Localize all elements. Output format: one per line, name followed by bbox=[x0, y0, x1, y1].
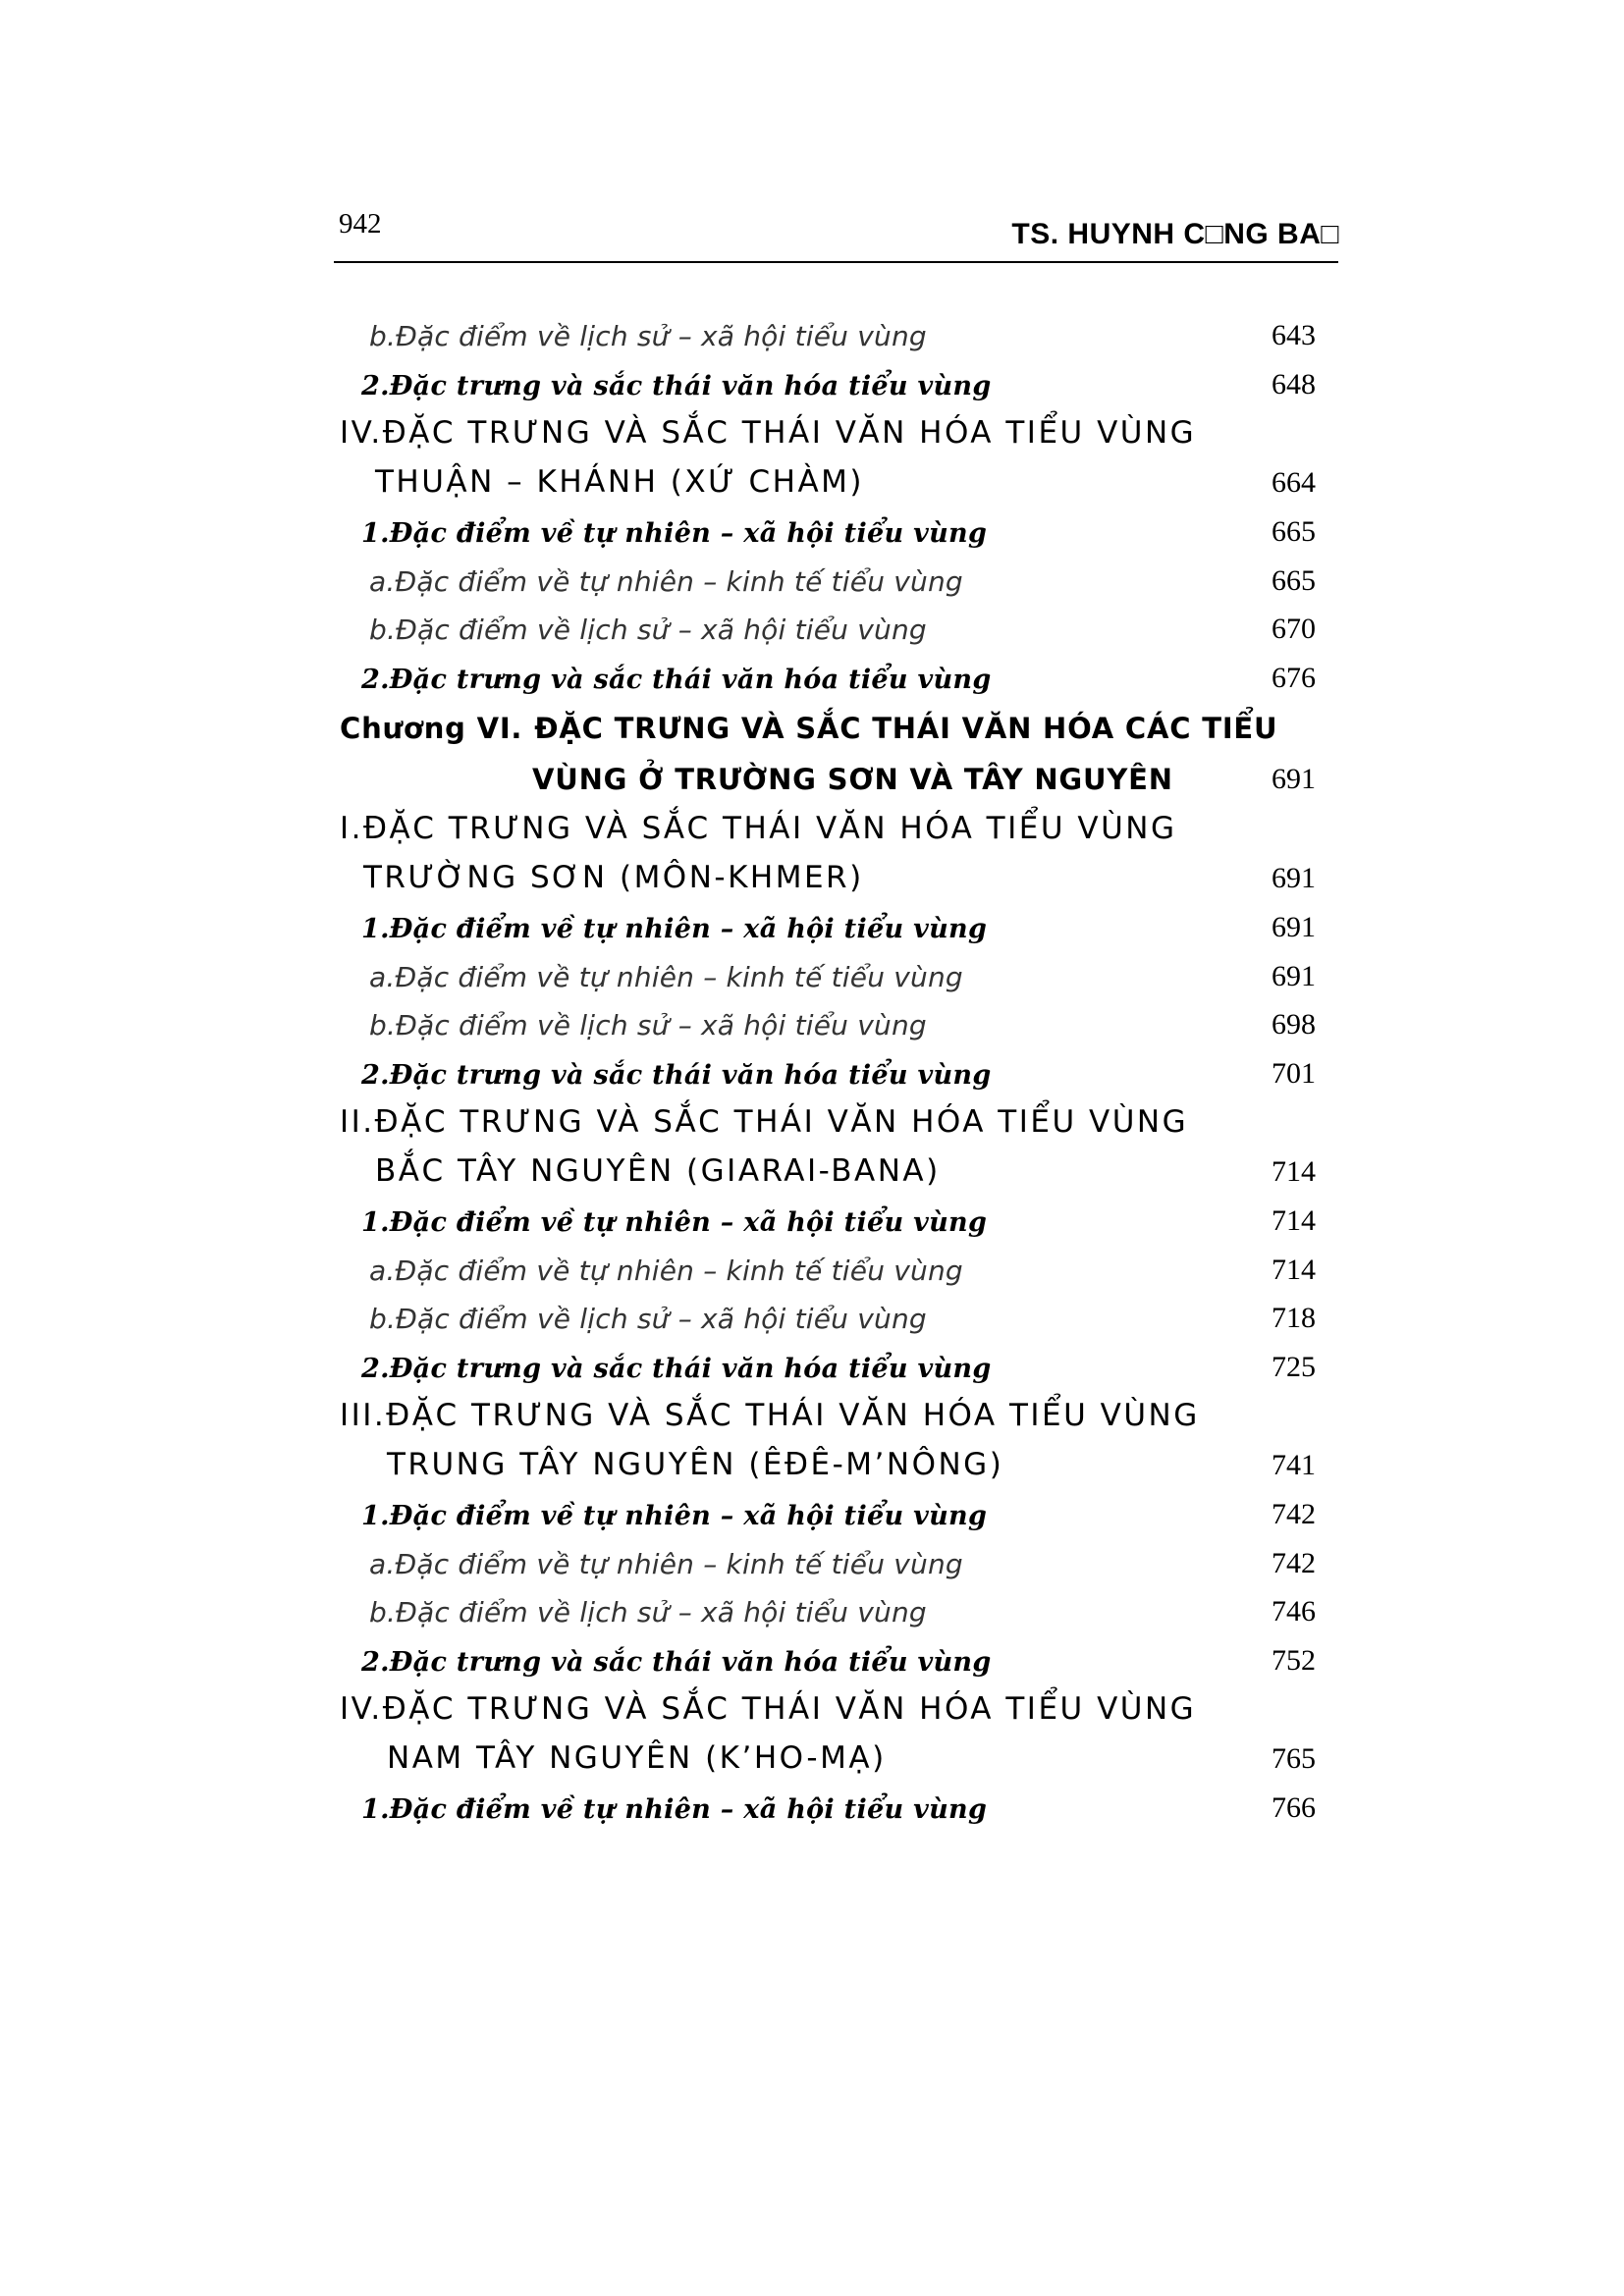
toc-entry-title: b.Đặc điểm về lịch sử – xã hội tiểu vùng bbox=[369, 320, 927, 352]
toc-section-heading-continued bbox=[334, 1439, 1316, 1488]
chapter-title: ĐẶC TRƯNG VÀ SẮC THÁI VĂN HÓA CÁC TIỂU bbox=[534, 712, 1278, 745]
chapter-prefix: Chương VI. bbox=[340, 712, 523, 745]
toc-entry bbox=[334, 901, 1316, 950]
toc-entry-title: a.Đặc điểm về tự nhiên – kinh tế tiểu vùng bbox=[369, 961, 963, 993]
toc-entry-title: 2.Đặc trưng và sắc thái văn hóa tiểu vùng bbox=[361, 1060, 992, 1091]
toc-entry bbox=[334, 1537, 1316, 1586]
toc-entry-page: 718 bbox=[1272, 1302, 1316, 1334]
toc-entry-page: 691 bbox=[1272, 763, 1316, 795]
toc-entry-page: 741 bbox=[1272, 1449, 1316, 1481]
toc-entry-page: 701 bbox=[1272, 1057, 1316, 1090]
toc-entry bbox=[334, 555, 1316, 604]
toc-entry-title: b.Đặc điểm về lịch sử – xã hội tiểu vùng bbox=[369, 614, 927, 646]
toc-entry-title: IV.ĐẶC TRƯNG VÀ SẮC THÁI VĂN HÓA TIỂU VÙNG bbox=[340, 415, 1197, 451]
toc-entry bbox=[334, 358, 1316, 407]
toc-chapter-heading-continued bbox=[334, 753, 1316, 802]
toc-entry-title: a.Đặc điểm về tự nhiên – kinh tế tiểu vùng bbox=[369, 1548, 963, 1580]
toc-entry-page: 766 bbox=[1272, 1791, 1316, 1824]
toc-entry-page: 725 bbox=[1272, 1351, 1316, 1383]
toc-entry-page: 670 bbox=[1272, 613, 1316, 645]
toc-entry-page: 691 bbox=[1272, 911, 1316, 943]
toc-entry bbox=[334, 652, 1316, 701]
toc-entry-page: 664 bbox=[1272, 466, 1316, 499]
toc-entry-page: 714 bbox=[1272, 1204, 1316, 1237]
toc-entry-title bbox=[340, 712, 1277, 745]
toc-entry-title: 2.Đặc trưng và sắc thái văn hóa tiểu vùng bbox=[361, 665, 992, 695]
toc-entry-title: 1.Đặc điểm về tự nhiên – xã hội tiểu vùng bbox=[361, 1794, 988, 1825]
toc-entry-page: 665 bbox=[1272, 564, 1316, 597]
toc-entry-title: TRƯỜNG SƠN (MÔN-KHMER) bbox=[363, 860, 864, 895]
toc-entry-page: 691 bbox=[1272, 862, 1316, 894]
toc-entry bbox=[334, 309, 1316, 358]
toc-entry-title: a.Đặc điểm về tự nhiên – kinh tế tiểu vùng bbox=[369, 565, 963, 598]
toc-entry-title: THUẬN – KHÁNH (XỨ CHÀM) bbox=[375, 464, 865, 500]
toc-entry bbox=[334, 1585, 1316, 1634]
toc-entry bbox=[334, 1488, 1316, 1537]
toc-entry-title: II.ĐẶC TRƯNG VÀ SẮC THÁI VĂN HÓA TIỂU VÙNG bbox=[340, 1104, 1189, 1140]
toc-entry bbox=[334, 998, 1316, 1047]
toc-entry-page: 648 bbox=[1272, 368, 1316, 400]
toc-entry-title: b.Đặc điểm về lịch sử – xã hội tiểu vùng bbox=[369, 1009, 927, 1041]
toc-entry-title: 2.Đặc trưng và sắc thái văn hóa tiểu vùng bbox=[361, 1647, 992, 1678]
toc-entry-title: 1.Đặc điểm về tự nhiên – xã hội tiểu vùng bbox=[361, 1501, 988, 1531]
toc-entry bbox=[334, 1195, 1316, 1244]
toc-entry-title: b.Đặc điểm về lịch sử – xã hội tiểu vùng bbox=[369, 1303, 927, 1335]
toc-entry bbox=[334, 1634, 1316, 1683]
toc-entry-title: a.Đặc điểm về tự nhiên – kinh tế tiểu vùng bbox=[369, 1255, 963, 1287]
toc-entry-title: 1.Đặc điểm về tự nhiên – xã hội tiểu vùng bbox=[361, 1207, 988, 1238]
toc-entry-title: b.Đặc điểm về lịch sử – xã hội tiểu vùng bbox=[369, 1596, 927, 1629]
toc-section-heading-continued bbox=[334, 456, 1316, 506]
toc-entry bbox=[334, 603, 1316, 652]
toc-entry-page: 746 bbox=[1272, 1595, 1316, 1628]
toc-entry bbox=[334, 1047, 1316, 1096]
toc-entry bbox=[334, 950, 1316, 999]
table-of-contents bbox=[334, 0, 1316, 2296]
toc-entry-page: 714 bbox=[1272, 1155, 1316, 1188]
running-head: TS. HUYNH C□NG BA□ bbox=[1011, 218, 1339, 250]
toc-entry-title: BẮC TÂY NGUYÊN (GIARAI-BANA) bbox=[375, 1153, 941, 1189]
toc-entry-page: 698 bbox=[1272, 1008, 1316, 1041]
toc-section-heading-continued bbox=[334, 1733, 1316, 1782]
toc-entry bbox=[334, 1782, 1316, 1831]
toc-section-heading bbox=[334, 803, 1316, 852]
toc-entry-page: 742 bbox=[1272, 1498, 1316, 1530]
toc-entry-page: 676 bbox=[1272, 662, 1316, 694]
toc-chapter-heading bbox=[334, 702, 1316, 751]
toc-section-heading bbox=[334, 1096, 1316, 1146]
toc-entry-page: 765 bbox=[1272, 1742, 1316, 1775]
toc-entry bbox=[334, 1292, 1316, 1341]
toc-entry-page: 665 bbox=[1272, 515, 1316, 548]
toc-section-heading bbox=[334, 407, 1316, 456]
toc-section-heading bbox=[334, 1683, 1316, 1733]
toc-entry-title: 1.Đặc điểm về tự nhiên – xã hội tiểu vùng bbox=[361, 914, 988, 944]
toc-entry-title: 1.Đặc điểm về tự nhiên – xã hội tiểu vùng bbox=[361, 518, 988, 549]
toc-entry-title: III.ĐẶC TRƯNG VÀ SẮC THÁI VĂN HÓA TIỂU VÙNG bbox=[340, 1398, 1200, 1433]
toc-entry-page: 742 bbox=[1272, 1547, 1316, 1579]
toc-entry-title: TRUNG TÂY NGUYÊN (ÊĐÊ-M’NÔNG) bbox=[387, 1447, 1004, 1482]
toc-entry-page: 643 bbox=[1272, 319, 1316, 351]
toc-entry-title: 2.Đặc trưng và sắc thái văn hóa tiểu vùng bbox=[361, 1354, 992, 1384]
toc-entry-title: I.ĐẶC TRƯNG VÀ SẮC THÁI VĂN HÓA TIỂU VÙNG bbox=[340, 811, 1177, 846]
toc-entry-title: 2.Đặc trưng và sắc thái văn hóa tiểu vùng bbox=[361, 371, 992, 401]
toc-entry-page: 752 bbox=[1272, 1644, 1316, 1677]
toc-section-heading-continued bbox=[334, 1146, 1316, 1195]
toc-entry-page: 691 bbox=[1272, 960, 1316, 992]
toc-entry-title: VÙNG Ở TRƯỜNG SƠN VÀ TÂY NGUYÊN bbox=[532, 763, 1173, 796]
toc-entry-title: IV.ĐẶC TRƯNG VÀ SẮC THÁI VĂN HÓA TIỂU VÙNG bbox=[340, 1691, 1197, 1727]
page-number: 942 bbox=[339, 208, 382, 240]
toc-entry bbox=[334, 1244, 1316, 1293]
toc-entry-page: 714 bbox=[1272, 1254, 1316, 1286]
toc-section-heading bbox=[334, 1390, 1316, 1439]
toc-section-heading-continued bbox=[334, 852, 1316, 901]
toc-entry-title: NAM TÂY NGUYÊN (K’HO-MẠ) bbox=[387, 1740, 887, 1776]
toc-entry bbox=[334, 1341, 1316, 1390]
toc-entry bbox=[334, 506, 1316, 555]
